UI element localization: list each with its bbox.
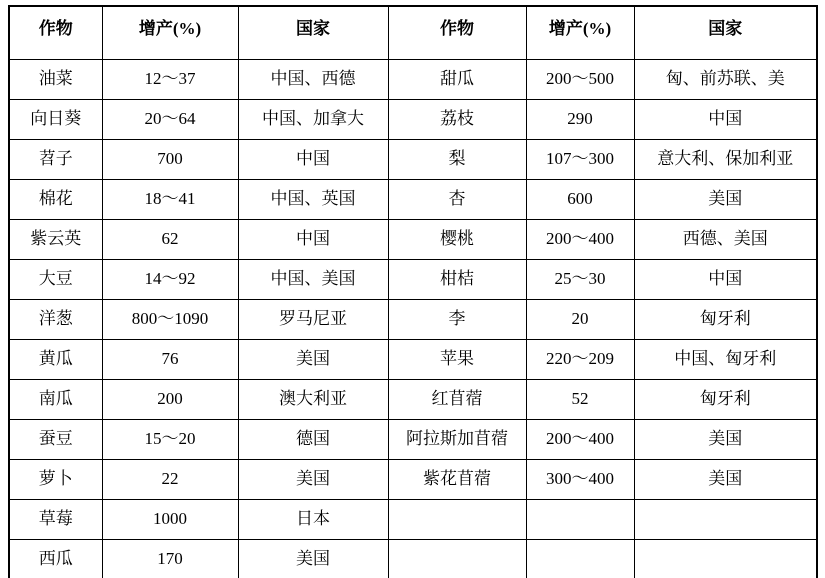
table-cell [388, 540, 526, 578]
column-header-yield-increase: 增产(%) [526, 6, 634, 60]
table-cell: 梨 [388, 140, 526, 180]
table-row [9, 220, 817, 260]
table-cell: 300～400 [526, 460, 634, 500]
column-header-crop: 作物 [388, 6, 526, 60]
table-cell: 200～400 [526, 220, 634, 260]
table-cell: 中国、匈牙利 [634, 340, 817, 380]
crops-yield-table [8, 5, 818, 578]
table-cell: 170 [102, 540, 238, 578]
table-cell: 向日葵 [9, 100, 102, 140]
table-cell: 西瓜 [9, 540, 102, 578]
table-cell: 中国 [634, 260, 817, 300]
table-cell: 紫云英 [9, 220, 102, 260]
column-header-yield-increase: 增产(%) [102, 6, 238, 60]
table-cell: 52 [526, 380, 634, 420]
table-row [9, 140, 817, 180]
table-cell: 西德、美国 [634, 220, 817, 260]
table-cell: 美国 [634, 460, 817, 500]
table-cell: 62 [102, 220, 238, 260]
table-cell: 日本 [238, 500, 388, 540]
table-row [9, 300, 817, 340]
table-cell: 罗马尼亚 [238, 300, 388, 340]
table-cell: 棉花 [9, 180, 102, 220]
table-row [9, 260, 817, 300]
table-cell: 中国、西德 [238, 60, 388, 100]
table-cell: 中国 [238, 220, 388, 260]
table-row [9, 380, 817, 420]
table-body [9, 60, 817, 578]
table-cell: 甜瓜 [388, 60, 526, 100]
table-cell: 匈牙利 [634, 380, 817, 420]
table-cell: 1000 [102, 500, 238, 540]
table-cell: 25～30 [526, 260, 634, 300]
table-cell [526, 540, 634, 578]
table-cell: 黄瓜 [9, 340, 102, 380]
table-row [9, 60, 817, 100]
table-cell: 中国、加拿大 [238, 100, 388, 140]
table-cell: 800～1090 [102, 300, 238, 340]
table-cell: 中国、美国 [238, 260, 388, 300]
table-cell: 20～64 [102, 100, 238, 140]
table-cell: 14～92 [102, 260, 238, 300]
table-cell: 20 [526, 300, 634, 340]
table-cell: 洋葱 [9, 300, 102, 340]
table-cell [388, 500, 526, 540]
column-header-country: 国家 [634, 6, 817, 60]
table-cell: 中国 [238, 140, 388, 180]
header-row [9, 6, 817, 60]
table-cell: 中国、英国 [238, 180, 388, 220]
table-cell: 大豆 [9, 260, 102, 300]
table-cell: 18～41 [102, 180, 238, 220]
table-cell: 德国 [238, 420, 388, 460]
table-cell: 苹果 [388, 340, 526, 380]
table-cell: 意大利、保加利亚 [634, 140, 817, 180]
table-row [9, 100, 817, 140]
table-cell: 荔枝 [388, 100, 526, 140]
table-cell [634, 500, 817, 540]
table-cell: 12～37 [102, 60, 238, 100]
table-cell: 李 [388, 300, 526, 340]
table-cell: 柑桔 [388, 260, 526, 300]
table-row [9, 540, 817, 578]
table-cell: 匈牙利 [634, 300, 817, 340]
table-row [9, 180, 817, 220]
table-cell: 油菜 [9, 60, 102, 100]
column-header-crop: 作物 [9, 6, 102, 60]
table-cell: 290 [526, 100, 634, 140]
table-cell: 美国 [634, 180, 817, 220]
table-cell [526, 500, 634, 540]
table-cell: 阿拉斯加苜蓿 [388, 420, 526, 460]
table-cell: 美国 [238, 540, 388, 578]
table-cell [634, 540, 817, 578]
table-cell: 200～500 [526, 60, 634, 100]
table-cell: 草莓 [9, 500, 102, 540]
table-cell: 107～300 [526, 140, 634, 180]
table-cell: 杏 [388, 180, 526, 220]
table-row [9, 500, 817, 540]
table-cell: 200～400 [526, 420, 634, 460]
table-cell: 匈、前苏联、美 [634, 60, 817, 100]
table-row [9, 340, 817, 380]
table-cell: 200 [102, 380, 238, 420]
table-cell: 澳大利亚 [238, 380, 388, 420]
table-cell: 萝卜 [9, 460, 102, 500]
table-cell: 蚕豆 [9, 420, 102, 460]
table-cell: 700 [102, 140, 238, 180]
table-row [9, 420, 817, 460]
table-cell: 美国 [634, 420, 817, 460]
table-cell: 樱桃 [388, 220, 526, 260]
table-row [9, 460, 817, 500]
table-cell: 南瓜 [9, 380, 102, 420]
table-cell: 红苜蓿 [388, 380, 526, 420]
table-cell: 76 [102, 340, 238, 380]
table-cell: 22 [102, 460, 238, 500]
table-cell: 220～209 [526, 340, 634, 380]
table-cell: 15～20 [102, 420, 238, 460]
table-cell: 600 [526, 180, 634, 220]
table-cell: 美国 [238, 340, 388, 380]
table-cell: 苕子 [9, 140, 102, 180]
table-cell: 中国 [634, 100, 817, 140]
table-cell: 美国 [238, 460, 388, 500]
column-header-country: 国家 [238, 6, 388, 60]
table-cell: 紫花苜蓿 [388, 460, 526, 500]
